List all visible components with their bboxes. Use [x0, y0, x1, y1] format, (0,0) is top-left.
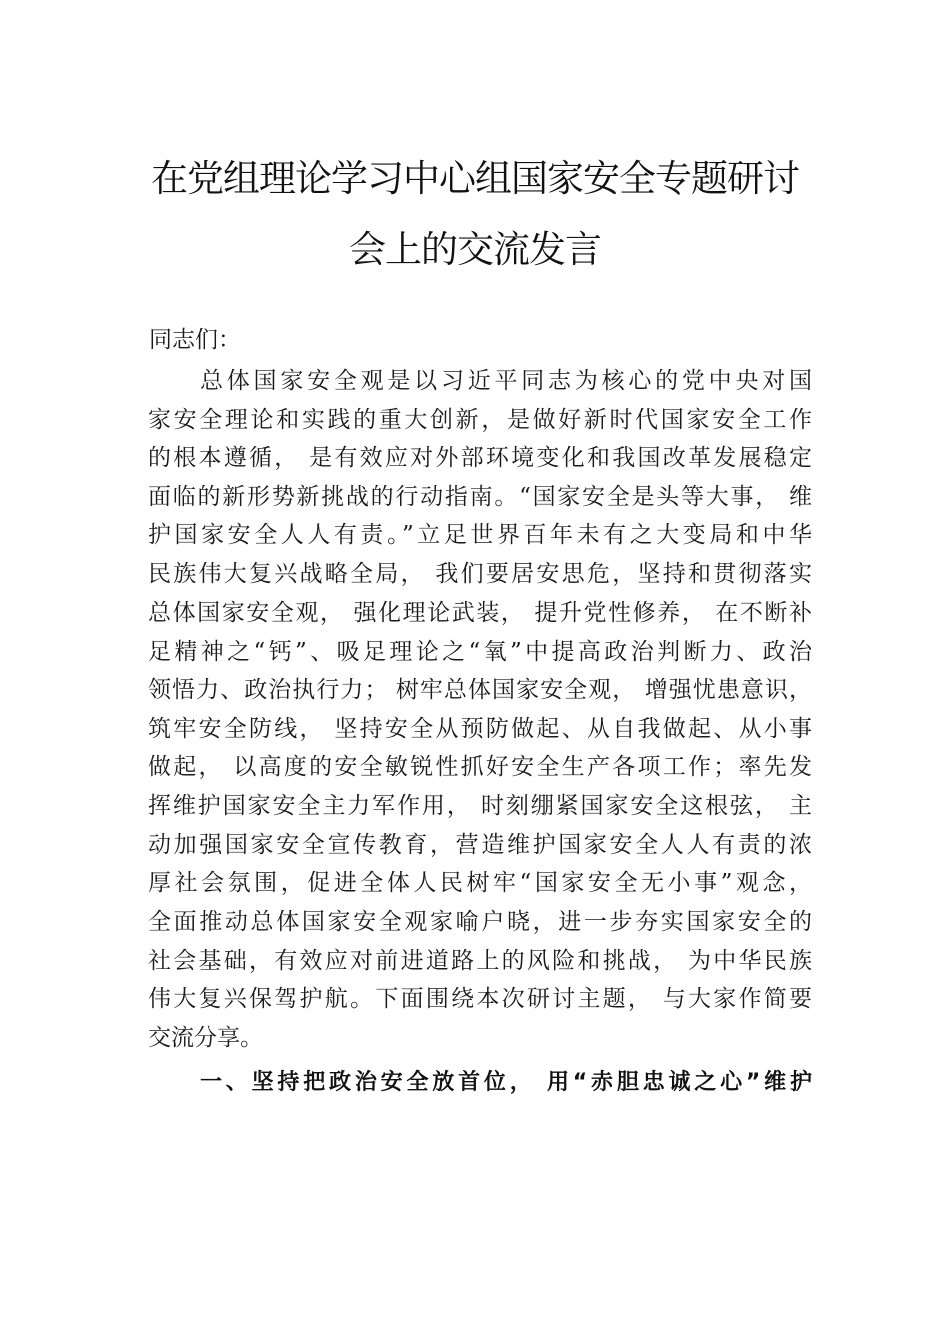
paragraph-line: 社会基础，有效应对前进道路上的风险和挑战， 为中华民族	[148, 948, 812, 974]
paragraph-line: 伟大复兴保驾护航。下面围绕本次研讨主题， 与大家作简要	[148, 986, 812, 1012]
paragraph-line: 交流分享。	[148, 1025, 263, 1051]
salutation: 同志们：	[149, 327, 241, 353]
section-heading-1: 一、坚持把政治安全放首位， 用“赤胆忠诚之心”维护	[200, 1070, 812, 1095]
paragraph-line: 领悟力、政治执行力； 树牢总体国家安全观， 增强忧患意识，	[148, 677, 812, 703]
paragraph-line: 全面推动总体国家安全观家喻户晓，进一步夯实国家安全的	[148, 909, 812, 935]
paragraph-line: 总体国家安全观是以习近平同志为核心的党中央对国	[200, 368, 812, 394]
paragraph-line: 动加强国家安全宣传教育，营造维护国家安全人人有责的浓	[148, 832, 812, 858]
paragraph-line: 厚社会氛围，促进全体人民树牢“国家安全无小事”观念，	[148, 870, 812, 896]
paragraph-line: 总体国家安全观， 强化理论武装， 提升党性修养， 在不断补	[148, 600, 812, 626]
paragraph-line: 筑牢安全防线， 坚持安全从预防做起、从自我做起、从小事	[148, 716, 812, 742]
paragraph-line: 足精神之“钙”、吸足理论之“氧”中提高政治判断力、政治	[148, 639, 812, 665]
paragraph-line: 护国家安全人人有责。”立足世界百年未有之大变局和中华	[148, 522, 812, 548]
paragraph-line: 挥维护国家安全主力军作用， 时刻绷紧国家安全这根弦， 主	[148, 793, 812, 819]
document-title-line-2: 会上的交流发言	[349, 228, 601, 271]
paragraph-line: 做起， 以高度的安全敏锐性抓好安全生产各项工作；率先发	[148, 754, 812, 780]
paragraph-line: 家安全理论和实践的重大创新，是做好新时代国家安全工作	[148, 407, 812, 433]
paragraph-line: 民族伟大复兴战略全局， 我们要居安思危，坚持和贯彻落实	[148, 561, 812, 587]
paragraph-line: 面临的新形势新挑战的行动指南。“国家安全是头等大事， 维	[148, 484, 812, 510]
paragraph-line: 的根本遵循， 是有效应对外部环境变化和我国改革发展稳定	[148, 445, 812, 471]
document-title-line-1: 在党组理论学习中心组国家安全专题研讨	[151, 157, 799, 200]
